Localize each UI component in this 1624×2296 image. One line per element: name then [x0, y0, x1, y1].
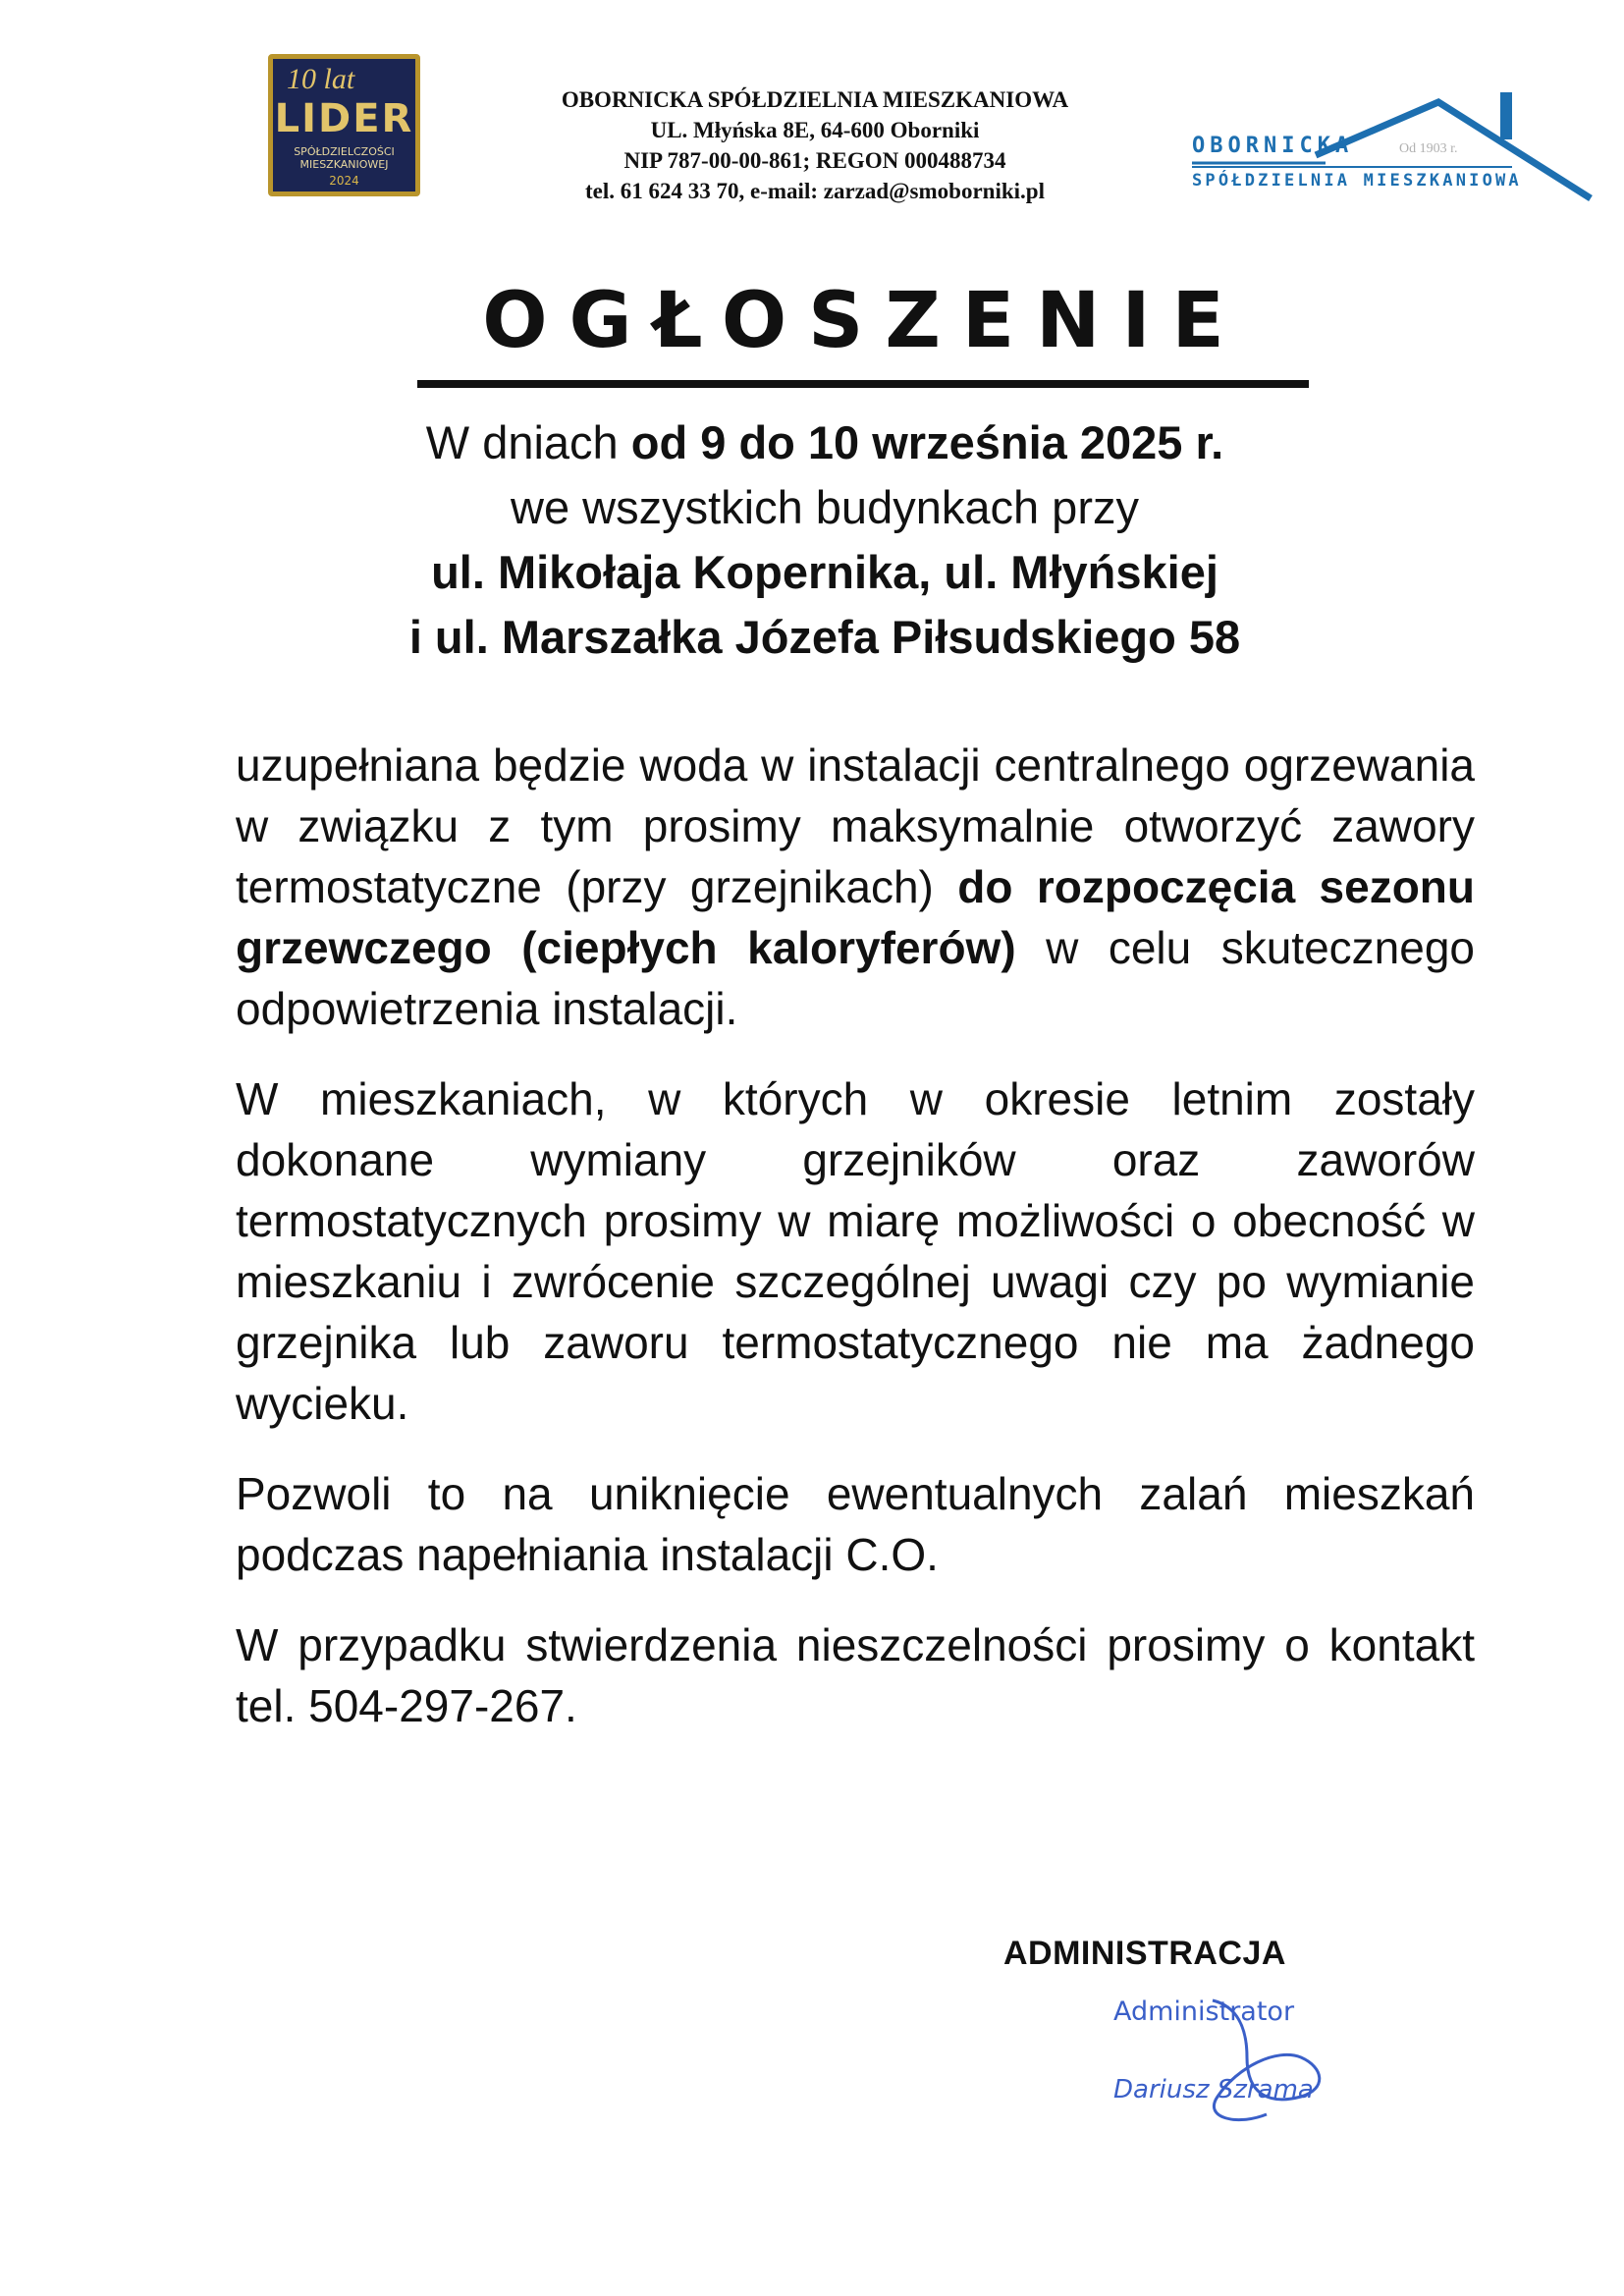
- paragraph-radiator-replacement: W mieszkaniach, w których w okresie letnim zostały dokonane wymiany grzejników oraz zaworów termostatycznych prosimy w miarę możliwości o obecność w mieszkaniu i zwrócenie szczególnej uwagi czy po wymianie grzejnika lub zaworu termostatycznego nie ma żadnego wycieku.: [236, 1073, 1475, 1429]
- org-contact: tel. 61 624 33 70, e-mail: zarzad@smoborniki.pl: [585, 179, 1045, 203]
- cooperative-logo: [1188, 90, 1597, 208]
- logo-founded-text: Od 1903 r.: [1399, 141, 1458, 156]
- org-tax-ids: NIP 787-00-00-861; REGON 000488734: [623, 148, 1006, 173]
- award-badge-logo: [268, 54, 420, 196]
- title-underline: [417, 380, 1309, 388]
- announcement-body: [236, 735, 1475, 1766]
- stamp-name: Dariusz Szrama: [1113, 2075, 1314, 2105]
- intro-block: [295, 410, 1355, 670]
- paragraph-contact: W przypadku stwierdzenia nieszczelności prosimy o kontakt tel. 504-297-267.: [236, 1619, 1475, 1731]
- badge-year: 2024: [329, 174, 359, 188]
- intro-streets-line2: i ul. Marszałka Józefa Piłsudskiego 58: [408, 611, 1241, 663]
- signature-heading: ADMINISTRACJA: [1003, 1935, 1286, 1972]
- org-name: OBORNICKA SPÓŁDZIELNIA MIESZKANIOWA: [561, 87, 1069, 112]
- org-address: UL. Młyńska 8E, 64-600 Oborniki: [650, 118, 980, 142]
- paragraph-flood-prevention: Pozwoli to na uniknięcie ewentualnych zalań mieszkań podczas napełniania instalacji C.O.: [236, 1468, 1475, 1580]
- badge-title: LIDER: [274, 96, 414, 141]
- stamp-title: Administrator: [1113, 1996, 1295, 2027]
- intro-streets-line1: ul. Mikołaja Kopernika, ul. Młyńskiej: [431, 546, 1218, 598]
- badge-subtitle: SPÓŁDZIELCZOŚCI MIESZKANIOWEJ: [294, 145, 395, 171]
- logo-text-line1: OBORNICKA: [1192, 134, 1354, 158]
- page-title: OGŁOSZENIE: [482, 277, 1246, 365]
- paragraph-emphasis: do rozpoczęcia sezonu grzewczego (ciepłych kaloryferów): [236, 861, 1476, 973]
- badge-top-text: 10 lat: [287, 63, 355, 95]
- paragraph-water-refill: uzupełniana będzie woda w instalacji centralnego ogrzewania w związku z tym prosimy maksymalnie otworzyć zawory termostatyczne (przy grzejnikach) do rozpoczęcia sezonu grzewczego (ciepłych kaloryferów) w celu skutecznego odpowietrzenia instalacji.: [236, 739, 1476, 1034]
- logo-text-line2: SPÓŁDZIELNIA MIESZKANIOWA: [1192, 171, 1522, 191]
- intro-date: od 9 do 10 września 2025 r.: [630, 416, 1224, 468]
- intro-date-line: W dniach od 9 do 10 września 2025 r.: [425, 416, 1224, 468]
- administrator-stamp: [1100, 1989, 1335, 2146]
- intro-buildings-line: we wszystkich budynkach przy: [511, 481, 1139, 533]
- organization-address-block: [422, 84, 1208, 206]
